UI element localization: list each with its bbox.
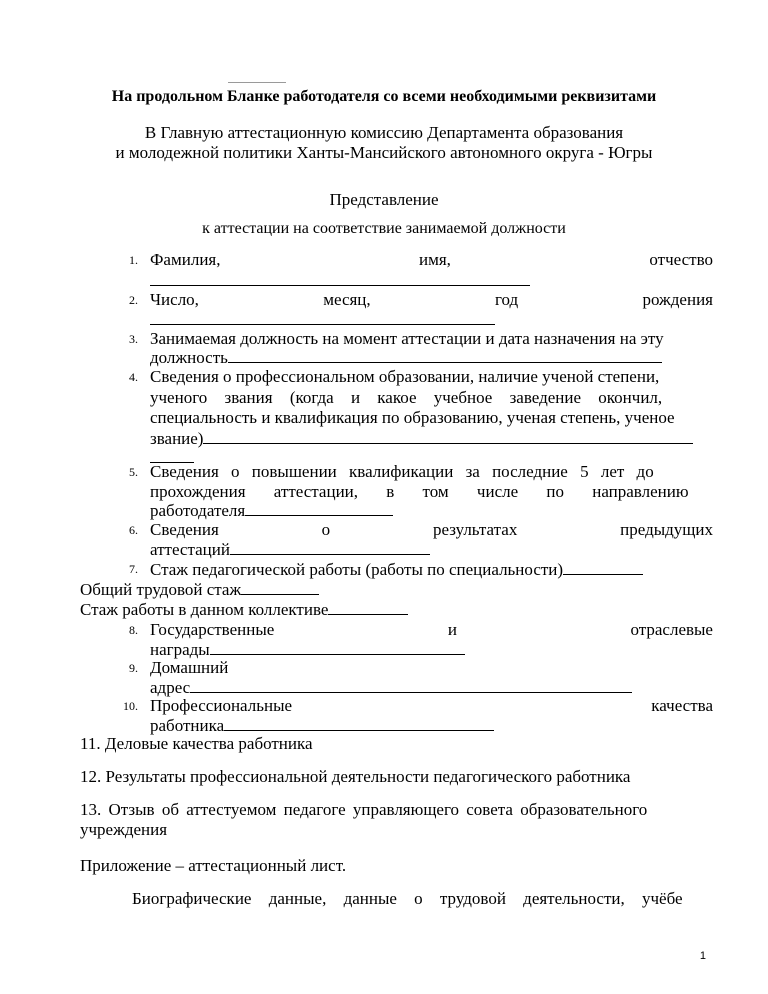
item-8-line-2 <box>150 639 465 660</box>
item-number: 9. <box>129 661 138 675</box>
general-experience-field[interactable] <box>241 579 319 595</box>
addressee-line-1: В Главную аттестационную комиссию Департамента образования <box>144 123 624 142</box>
item-number: 3. <box>129 332 138 346</box>
item-4-line-3: специальность и квалификация по образованию, ученая степень, ученое <box>150 408 675 427</box>
item-number: 2. <box>129 293 138 307</box>
item-6-line-2 <box>150 539 430 560</box>
year-label: год <box>494 290 519 309</box>
surname-label: Фамилия, <box>150 250 221 269</box>
item-number: 8. <box>129 623 138 637</box>
address-label: адрес <box>150 678 191 697</box>
patronymic-label: отчество <box>649 250 713 269</box>
month-label: месяц, <box>323 290 371 309</box>
item-number: 4. <box>129 370 138 384</box>
industry-label: отраслевые <box>630 620 713 639</box>
general-experience-line <box>80 579 319 600</box>
employer-label: работодателя <box>150 501 246 520</box>
position-field[interactable] <box>228 347 662 363</box>
teaching-experience-field[interactable] <box>563 559 643 575</box>
item-5-line-2: прохождения аттестации, в том числе по направлению <box>150 482 689 501</box>
item-5-line-3 <box>150 500 393 521</box>
item-11: 11. Деловые качества работника <box>80 734 313 753</box>
previous-attestations-field[interactable] <box>230 539 430 555</box>
item-12: 12. Результаты профессиональной деятельности педагогического работника <box>80 767 631 786</box>
general-experience-label: Общий трудовой стаж <box>80 580 242 599</box>
item-number: 6. <box>129 523 138 537</box>
qualification-field[interactable] <box>245 500 393 516</box>
item-4-line-4 <box>150 428 693 449</box>
item-number: 1. <box>129 253 138 267</box>
item-10-line <box>150 696 713 716</box>
document-subtitle: к аттестации на соответствие занимаемой должности <box>202 220 566 237</box>
qualities-label: качества <box>651 696 713 715</box>
about-label: о <box>321 520 331 539</box>
item-4-line-1: Сведения о профессиональном образовании, наличие ученой степени, <box>150 367 660 386</box>
professional-qualities-field[interactable] <box>224 715 494 731</box>
item-9-line-2 <box>150 677 632 698</box>
item-4-text-2: ученого звания (когда и какое учебное заведение окончил, <box>150 388 663 407</box>
item-2-line <box>150 290 713 310</box>
item-13-line-1: 13. Отзыв об аттестуемом педагоге управляющего совета образовательного <box>80 800 648 819</box>
item-number: 5. <box>129 465 138 479</box>
item-3-line-1: Занимаемая должность на момент аттестации и дата назначения на эту <box>150 329 664 348</box>
addressee-line-2: и молодежной политики Ханты-Мансийского автономного округа - Югры <box>115 143 653 162</box>
position-label: должность <box>150 348 228 367</box>
item-10-line-2 <box>150 715 494 736</box>
item-8-line <box>150 620 713 640</box>
fio-field[interactable] <box>150 285 530 286</box>
decorative-rule <box>228 82 286 83</box>
item-7-line <box>150 559 643 580</box>
birth-label: рождения <box>642 290 713 309</box>
item-number: 7. <box>129 562 138 576</box>
home-address-field[interactable] <box>190 677 632 693</box>
birth-date-field[interactable] <box>150 324 495 325</box>
results-label: результатах <box>432 520 518 539</box>
day-label: Число, <box>150 290 199 309</box>
previous-label: предыдущих <box>620 520 713 539</box>
item-9-line-1: Домашний <box>150 658 229 677</box>
awards-label: награды <box>150 640 210 659</box>
collective-experience-line <box>80 599 408 620</box>
attestations-label: аттестаций <box>150 540 230 559</box>
biography-line: Биографические данные, данные о трудовой деятельности, учёбе <box>132 889 683 908</box>
and-label: и <box>447 620 457 639</box>
page-number: 1 <box>699 950 706 962</box>
state-label: Государственные <box>150 620 275 639</box>
info-label: Сведения <box>150 520 219 539</box>
teaching-experience-label: Стаж педагогической работы (работы по специальности) <box>150 560 564 579</box>
item-4-line-2 <box>150 388 713 408</box>
education-field[interactable] <box>203 428 693 444</box>
item-number: 10. <box>123 699 138 713</box>
awards-field[interactable] <box>210 639 465 655</box>
professional-label: Профессиональные <box>150 696 293 715</box>
item-13-line-2: учреждения <box>80 820 168 839</box>
collective-experience-field[interactable] <box>328 599 408 615</box>
name-label: имя, <box>418 250 451 269</box>
item-3-line-2 <box>150 347 662 368</box>
item-6-line <box>150 520 713 540</box>
degree-label: звание) <box>150 429 204 448</box>
collective-experience-label: Стаж работы в данном коллективе <box>80 600 329 619</box>
document-title: Представление <box>329 190 439 209</box>
item-1-line <box>150 250 713 270</box>
appendix-line: Приложение – аттестационный лист. <box>80 856 347 875</box>
letterhead-note: На продольном Бланке работодателя со всеми необходимыми реквизитами <box>111 88 657 105</box>
item-5-line-1: Сведения о повышении квалификации за последние 5 лет до <box>150 462 654 481</box>
worker-label: работника <box>150 716 225 735</box>
